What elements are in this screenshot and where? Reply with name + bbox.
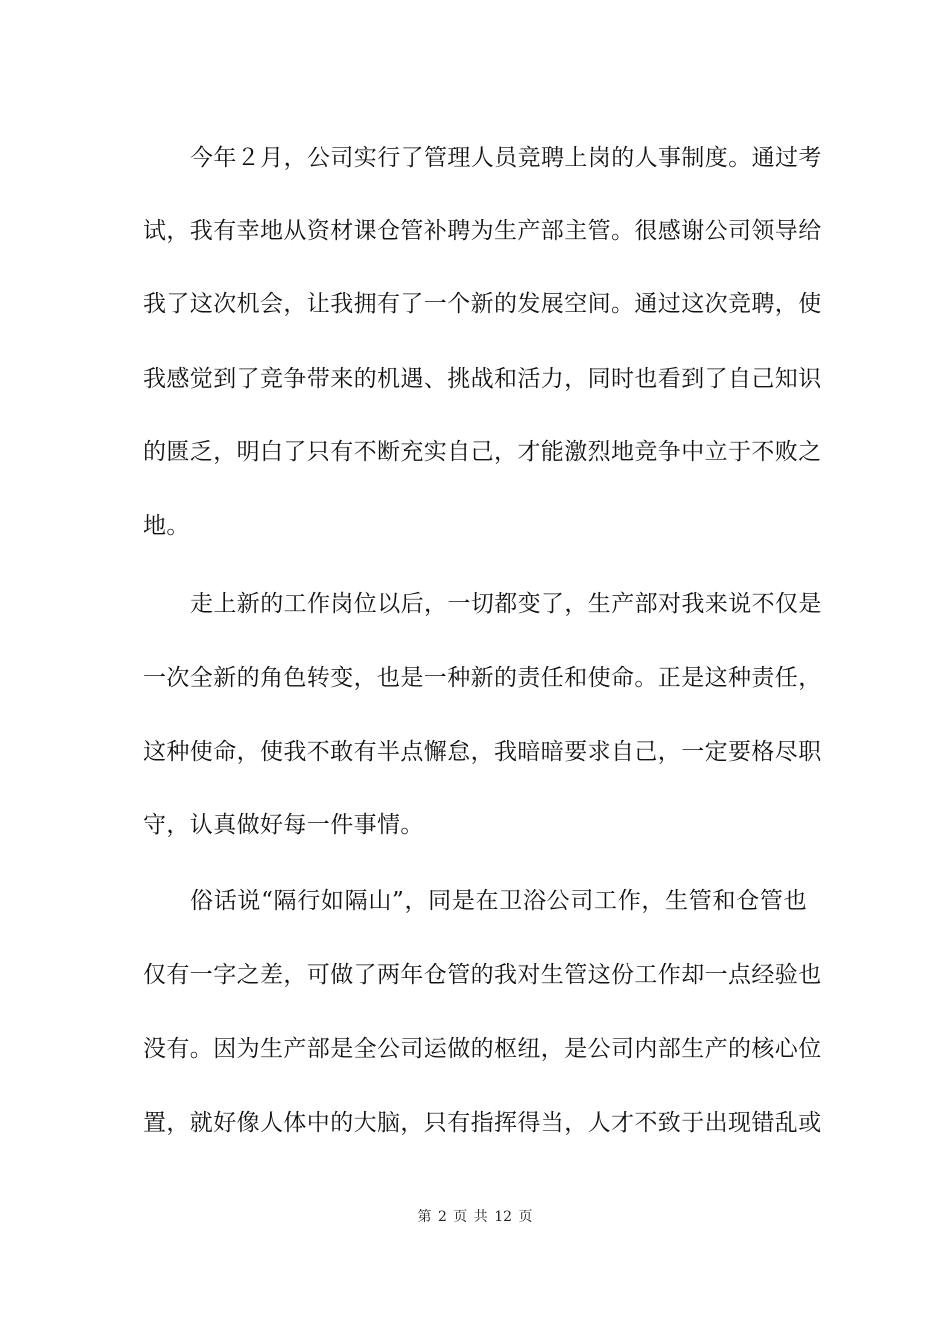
text-line: 走上新的工作岗位以后，一切都变了，生产部对我来说不仅是 xyxy=(190,591,822,617)
text-line: 的匮乏，明白了只有不断充实自己，才能激烈地竞争中立于不败之 xyxy=(143,439,822,465)
text-line: 置，就好像人体中的大脑，只有指挥得当，人才不致于出现错乱或 xyxy=(143,1110,822,1136)
text-line: 守，认真做好每一件事情。 xyxy=(143,812,424,838)
text-line: 今年２月，公司实行了管理人员竞聘上岗的人事制度。通过考 xyxy=(190,145,822,171)
page-number-footer: 第 2 页 共 12 页 xyxy=(417,1209,533,1225)
text-line: 一次全新的角色转变，也是一种新的责任和使命。正是这种责任， xyxy=(143,665,822,691)
text-line: 仅有一字之差，可做了两年仓管的我对生管这份工作却一点经验也 xyxy=(143,962,822,988)
text-line: 我感觉到了竞争带来的机遇、挑战和活力，同时也看到了自己知识 xyxy=(143,366,822,392)
text-line: 试，我有幸地从资材课仓管补聘为生产部主管。很感谢公司领导给 xyxy=(143,218,822,244)
text-line: 没有。因为生产部是全公司运做的枢纽，是公司内部生产的核心位 xyxy=(143,1036,822,1062)
text-line: 这种使命，使我不敢有半点懈怠，我暗暗要求自己，一定要格尽职 xyxy=(143,739,822,765)
text-line: 我了这次机会，让我拥有了一个新的发展空间。通过这次竞聘，使 xyxy=(143,291,822,317)
text-line: 地。 xyxy=(143,513,190,539)
text-line: 俗话说“隔行如隔山”，同是在卫浴公司工作，生管和仓管也 xyxy=(190,888,807,914)
